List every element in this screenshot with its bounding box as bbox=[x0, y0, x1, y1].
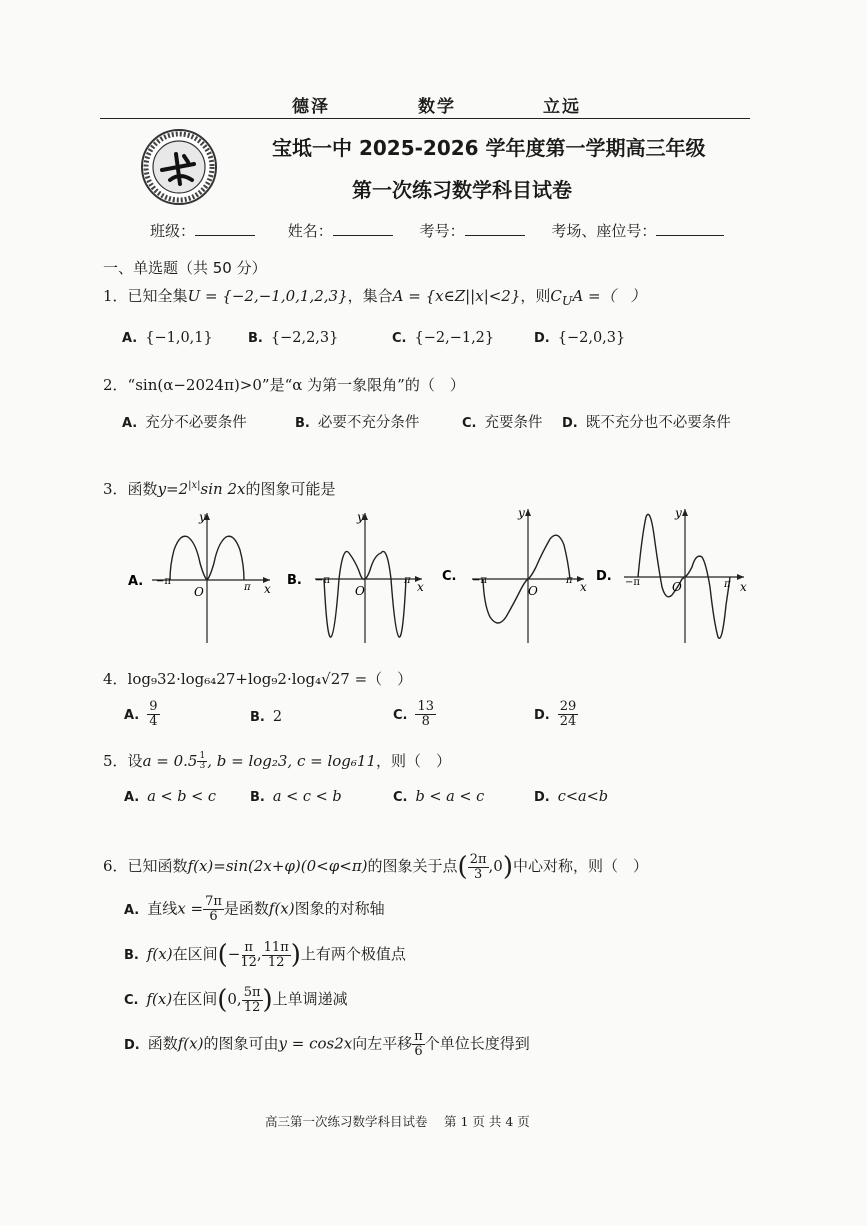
option-label: D. bbox=[534, 331, 550, 346]
school-seal-icon bbox=[140, 128, 218, 206]
student-info-line bbox=[150, 220, 724, 241]
q2-number: 2． bbox=[103, 376, 128, 394]
option-text: 上有两个极值点 bbox=[300, 945, 406, 963]
seat-field[interactable] bbox=[656, 221, 724, 236]
option-text: {−2,0,3} bbox=[557, 330, 626, 346]
q6-option-b[interactable]: B. f(x)在区间(− $\frac{\pi}{12}$ , $\frac{11\pi}{12}$ )上有两个极值点 bbox=[124, 939, 406, 970]
q6-option-c[interactable]: C. f(x)在区间(0, $\frac{5\pi}{12}$ )上单调递减 bbox=[124, 984, 348, 1015]
motto-2: 数学 bbox=[418, 97, 456, 117]
q5-rest: , b = log₂3, c = log₆11 bbox=[207, 752, 377, 770]
option-text: a < b < c bbox=[147, 789, 217, 805]
fraction: $\frac{\pi}{12}$ bbox=[240, 939, 257, 970]
q3-func: y=2 bbox=[157, 480, 189, 498]
graph-label: C. bbox=[442, 569, 457, 584]
q3-option-c[interactable] bbox=[442, 505, 592, 649]
q3-option-b[interactable] bbox=[287, 505, 437, 649]
question-1 bbox=[103, 285, 646, 308]
origin-label: O bbox=[355, 584, 365, 598]
q1-text-b: ，集合 bbox=[347, 287, 393, 305]
option-text: 上单调递减 bbox=[272, 990, 348, 1008]
q5-number: 5． bbox=[103, 752, 128, 770]
option-text: 函数 bbox=[147, 1034, 178, 1053]
q5-option-b[interactable] bbox=[250, 789, 342, 805]
option-label: A. bbox=[124, 707, 140, 723]
fraction: $\frac{11\pi}{12}$ bbox=[263, 939, 289, 970]
exam-no-field[interactable] bbox=[465, 221, 525, 236]
origin-label: O bbox=[194, 585, 204, 599]
option-text: 直线 bbox=[147, 899, 178, 918]
y-axis-label: y bbox=[357, 510, 364, 524]
neg-pi-label: −π bbox=[625, 577, 640, 588]
option-math: f(x) bbox=[146, 990, 173, 1008]
option-text: {−2,−1,2} bbox=[414, 330, 495, 346]
q3-option-a[interactable] bbox=[122, 505, 282, 649]
q1-option-d[interactable] bbox=[534, 330, 625, 346]
option-text: 的图象可由 bbox=[203, 1034, 279, 1053]
q4-option-b[interactable] bbox=[250, 709, 282, 725]
q2-option-c[interactable] bbox=[462, 411, 542, 432]
question-2 bbox=[103, 374, 465, 395]
option-math: f(x) bbox=[268, 899, 295, 918]
option-label: B. bbox=[250, 790, 265, 805]
q6-point-tail: ,0 bbox=[488, 857, 503, 875]
q5-text-b: ，则（ ） bbox=[376, 752, 452, 770]
q1-comp: C bbox=[550, 287, 562, 305]
page-footer: 高三第一次练习数学科目试卷 第 1 页 共 4 页 bbox=[265, 1114, 530, 1129]
graph-label: B. bbox=[287, 573, 302, 588]
q1-comp-a: A =（ ） bbox=[572, 287, 646, 305]
graph-a bbox=[122, 505, 282, 645]
q3-func-b: sin 2x bbox=[200, 480, 246, 498]
x-axis-label: x bbox=[264, 582, 271, 596]
pi-label: π bbox=[404, 575, 411, 586]
exam-title-line2: 第一次练习数学科目试卷 bbox=[352, 178, 572, 202]
q5-a-expr: a = 0.5 bbox=[142, 752, 198, 770]
section-title: 一、单选题（共 50 分） bbox=[103, 259, 267, 277]
motto-1: 德泽 bbox=[292, 97, 330, 117]
x-axis-label: x bbox=[417, 580, 424, 594]
option-label: C. bbox=[393, 707, 408, 723]
q6-text: 已知函数 bbox=[127, 857, 188, 875]
option-text: 2 bbox=[272, 709, 283, 725]
option-label: C. bbox=[392, 331, 407, 346]
x-axis-label: x bbox=[580, 580, 587, 594]
option-label: B. bbox=[248, 331, 263, 346]
neg-pi-label: −π bbox=[472, 575, 487, 586]
option-label: C. bbox=[124, 993, 139, 1008]
neg-pi-label: −π bbox=[156, 576, 171, 587]
option-label: D. bbox=[562, 416, 578, 431]
q5-exponent: $\frac{1}{3}$ bbox=[199, 751, 206, 771]
q5-option-d[interactable] bbox=[534, 789, 608, 805]
graph-d bbox=[596, 505, 751, 645]
motto-3: 立远 bbox=[543, 97, 581, 117]
seat-label: 考场、座位号： bbox=[551, 222, 657, 240]
option-math: 0, bbox=[227, 990, 242, 1008]
q1-option-b[interactable] bbox=[248, 330, 338, 346]
y-axis-label: y bbox=[199, 510, 206, 524]
option-math: y = cos2x bbox=[278, 1034, 353, 1053]
question-4 bbox=[103, 668, 412, 689]
q2-option-b[interactable] bbox=[295, 411, 419, 432]
option-text: 是函数 bbox=[223, 899, 269, 918]
q6-option-a[interactable] bbox=[124, 895, 385, 924]
graph-label: D. bbox=[596, 569, 612, 584]
graph-c bbox=[442, 505, 592, 645]
q1-option-a[interactable] bbox=[122, 330, 213, 346]
q4-option-a[interactable] bbox=[124, 700, 160, 729]
minus-sign: − bbox=[227, 945, 241, 963]
option-text: {−2,2,3} bbox=[270, 330, 339, 346]
option-text: b < a < c bbox=[415, 789, 485, 805]
q1-set-u: U = {−2,−1,0,1,2,3} bbox=[187, 287, 348, 305]
option-label: A. bbox=[122, 331, 138, 346]
option-text: 充要条件 bbox=[484, 415, 543, 431]
option-label: B. bbox=[295, 416, 310, 431]
q4-text: log₉32·log₆₄27+log₉2·log₄√27 =（ ） bbox=[127, 670, 413, 688]
q3-text: 函数 bbox=[127, 480, 158, 498]
q6-point-frac: $\frac{2\pi}{3}$ bbox=[469, 851, 487, 882]
pi-label: π bbox=[724, 579, 731, 590]
option-label: B. bbox=[250, 710, 265, 725]
option-label: A. bbox=[122, 416, 138, 431]
option-label: D. bbox=[124, 1037, 140, 1053]
class-field[interactable] bbox=[195, 221, 255, 236]
q6-text-b: 的图象关于点 bbox=[367, 857, 458, 875]
fraction: $\frac{29}{24}$ bbox=[559, 699, 577, 729]
fraction: $\frac{13}{8}$ bbox=[417, 699, 435, 729]
option-label: C. bbox=[393, 790, 408, 805]
neg-pi-label: −π bbox=[315, 575, 330, 586]
option-math: f(x) bbox=[177, 1034, 204, 1053]
q3-func-sup: |x| bbox=[188, 480, 201, 491]
q6-option-d[interactable] bbox=[124, 1030, 530, 1059]
name-field[interactable] bbox=[333, 221, 393, 236]
fraction: $\frac{5\pi}{12}$ bbox=[243, 984, 261, 1015]
option-text: 图象的对称轴 bbox=[294, 899, 385, 918]
q1-text: 已知全集 bbox=[127, 287, 188, 305]
graph-label: A. bbox=[128, 574, 144, 589]
q2-option-a[interactable] bbox=[122, 411, 247, 432]
q1-text-c: ，则 bbox=[520, 287, 551, 305]
option-label: D. bbox=[534, 707, 550, 723]
option-label: D. bbox=[534, 790, 550, 805]
header-rule bbox=[100, 118, 750, 119]
name-label: 姓名： bbox=[287, 222, 333, 240]
graph-b bbox=[287, 505, 437, 645]
option-label: A. bbox=[124, 902, 140, 918]
option-text: 既不充分也不必要条件 bbox=[585, 415, 731, 431]
q6-text-c: 中心对称，则（ ） bbox=[513, 857, 649, 875]
q1-number: 1． bbox=[103, 287, 128, 305]
q4-option-c[interactable] bbox=[393, 700, 436, 729]
q5-option-c[interactable] bbox=[393, 789, 484, 805]
option-text: 充分不必要条件 bbox=[145, 415, 247, 431]
option-text: c<a<b bbox=[557, 789, 609, 805]
q2-text: “sin(α−2024π)>0”是“α 为第一象限角”的（ ） bbox=[127, 376, 465, 394]
pi-label: π bbox=[244, 582, 251, 593]
pi-label: π bbox=[566, 575, 573, 586]
q1-option-c[interactable] bbox=[392, 330, 494, 346]
option-text: 向左平移 bbox=[352, 1034, 413, 1053]
q1-comp-sub: U bbox=[561, 293, 573, 308]
option-text: 在区间 bbox=[172, 990, 218, 1008]
option-text: 在区间 bbox=[172, 945, 218, 963]
exam-no-label: 考号： bbox=[419, 222, 465, 240]
y-axis-label: y bbox=[675, 506, 682, 520]
option-text: a < c < b bbox=[272, 789, 342, 805]
option-label: A. bbox=[124, 790, 140, 805]
q4-option-d[interactable] bbox=[534, 700, 578, 729]
option-label: C. bbox=[462, 416, 477, 431]
exam-title-line1: 宝坻一中 2025-2026 学年度第一学期高三年级 bbox=[272, 136, 706, 160]
q5-text: 设 bbox=[127, 752, 143, 770]
option-text: 个单位长度得到 bbox=[424, 1034, 530, 1053]
q6-func: f(x)=sin(2x+φ)(0<φ<π) bbox=[187, 857, 368, 875]
option-label: B. bbox=[124, 948, 139, 963]
origin-label: O bbox=[672, 580, 682, 594]
question-5 bbox=[103, 750, 451, 771]
q5-option-a[interactable] bbox=[124, 789, 216, 805]
option-math: x = bbox=[177, 899, 204, 918]
fraction: $\frac{9}{4}$ bbox=[149, 699, 158, 729]
question-6: 6．已知函数f(x)=sin(2x+φ)(0<φ<π)的图象关于点( $\frac{2\pi}{3}$ ,0)中心对称，则（ ） bbox=[103, 851, 649, 882]
q3-option-d[interactable] bbox=[596, 505, 751, 649]
x-axis-label: x bbox=[740, 580, 747, 594]
q2-option-d[interactable] bbox=[562, 411, 731, 432]
q3-number: 3． bbox=[103, 480, 128, 498]
question-3 bbox=[103, 478, 336, 499]
fraction: $\frac{\pi}{6}$ bbox=[414, 1029, 423, 1059]
class-label: 班级： bbox=[150, 222, 196, 240]
y-axis-label: y bbox=[518, 506, 525, 520]
option-text: 必要不充分条件 bbox=[317, 415, 420, 431]
q4-number: 4． bbox=[103, 670, 128, 688]
q6-number: 6． bbox=[103, 857, 128, 875]
option-text: {−1,0,1} bbox=[145, 330, 213, 346]
q3-text-b: 的图象可能是 bbox=[245, 480, 336, 498]
fraction: $\frac{7\pi}{6}$ bbox=[205, 894, 222, 924]
q1-set-a: A = {x∈Z||x|<2} bbox=[392, 287, 521, 305]
option-math: f(x) bbox=[146, 945, 173, 963]
origin-label: O bbox=[528, 584, 538, 598]
